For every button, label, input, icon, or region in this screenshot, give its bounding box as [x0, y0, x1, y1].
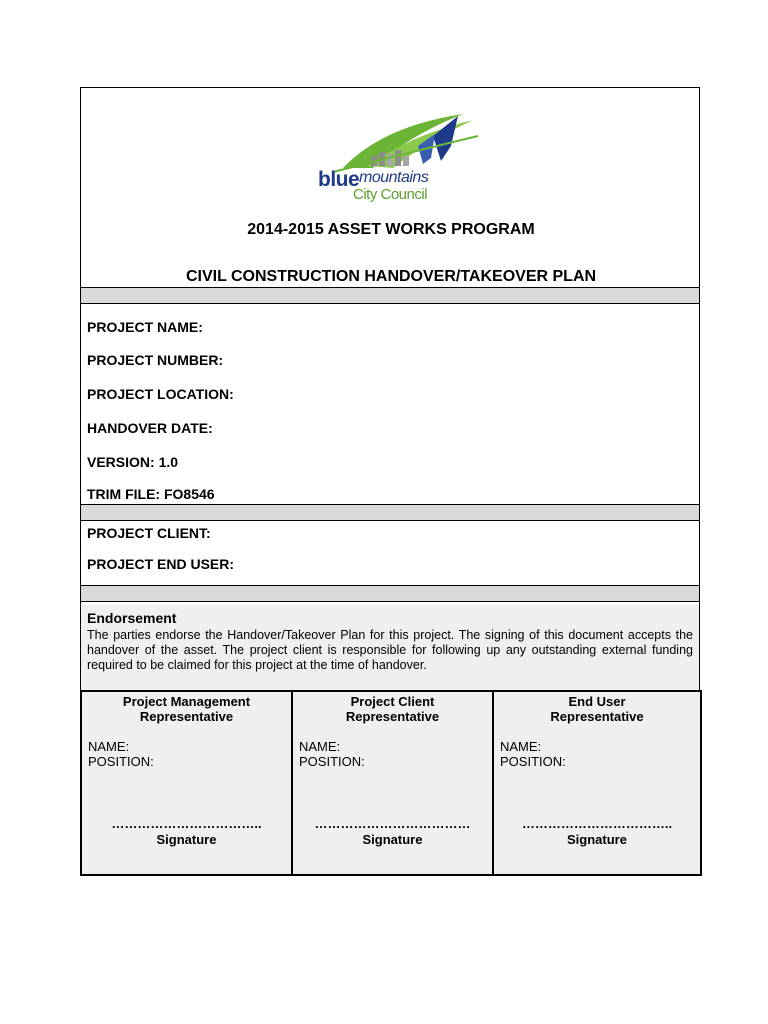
signature-column-project-management	[82, 692, 291, 874]
name-field-label: NAME:	[299, 739, 341, 754]
endorsement-text: The parties endorse the Handover/Takeover Plan for this project. The signing of this document accepts the handover of the asset. The project client is responsible for following up any outstanding external funding required to be claimed for this project at the time of handover.	[87, 628, 693, 672]
handover-date-label: HANDOVER DATE:	[87, 420, 213, 436]
endorsement-title: Endorsement	[87, 610, 177, 626]
name-field-label: NAME:	[88, 739, 130, 754]
name-field-label: NAME:	[500, 739, 542, 754]
document-subtitle: CIVIL CONSTRUCTION HANDOVER/TAKEOVER PLAN	[185, 268, 597, 285]
project-name-label: PROJECT NAME:	[87, 319, 203, 335]
signature-column-project-client	[291, 692, 492, 874]
signature-line: ……………………………..	[521, 816, 673, 831]
header-line: End User	[568, 694, 626, 709]
logo-text-city-council: City Council	[353, 186, 428, 203]
trim-file-label: TRIM FILE: FO8546	[87, 486, 215, 502]
header-line: Representative	[550, 709, 644, 724]
signature-column-header	[293, 694, 492, 724]
signature-label: Signature	[362, 832, 423, 847]
version-label: VERSION: 1.0	[87, 454, 179, 470]
position-field-label: POSITION:	[299, 754, 365, 769]
section-divider	[81, 585, 699, 602]
project-number-label: PROJECT NUMBER:	[87, 352, 224, 368]
signature-table	[80, 690, 702, 876]
signature-column-end-user	[492, 692, 700, 874]
position-field-label: POSITION:	[88, 754, 154, 769]
leaf-swoosh-icon	[313, 106, 483, 176]
signature-column-header	[494, 694, 700, 724]
project-client-label: PROJECT CLIENT:	[87, 525, 211, 541]
logo-text-mountains: mountains	[359, 169, 429, 186]
section-divider	[81, 504, 699, 521]
header-line: Project Management	[122, 694, 251, 709]
position-field-label: POSITION:	[500, 754, 566, 769]
signature-label: Signature	[567, 832, 627, 847]
council-logo	[313, 106, 483, 216]
signature-line: ………………………………	[314, 816, 471, 831]
signature-line: ……………………………..	[111, 816, 262, 831]
logo-text-blue: blue	[318, 168, 360, 191]
document-title: 2014-2015 ASSET WORKS PROGRAM	[247, 221, 535, 238]
project-location-label: PROJECT LOCATION:	[87, 386, 234, 402]
signature-label: Signature	[156, 832, 217, 847]
header-line: Representative	[345, 709, 440, 724]
signature-column-header	[82, 694, 291, 724]
header-line: Representative	[139, 709, 234, 724]
header-line: Project Client	[350, 694, 435, 709]
project-end-user-label: PROJECT END USER:	[87, 556, 235, 572]
document-frame	[80, 87, 700, 876]
section-divider	[81, 287, 699, 304]
